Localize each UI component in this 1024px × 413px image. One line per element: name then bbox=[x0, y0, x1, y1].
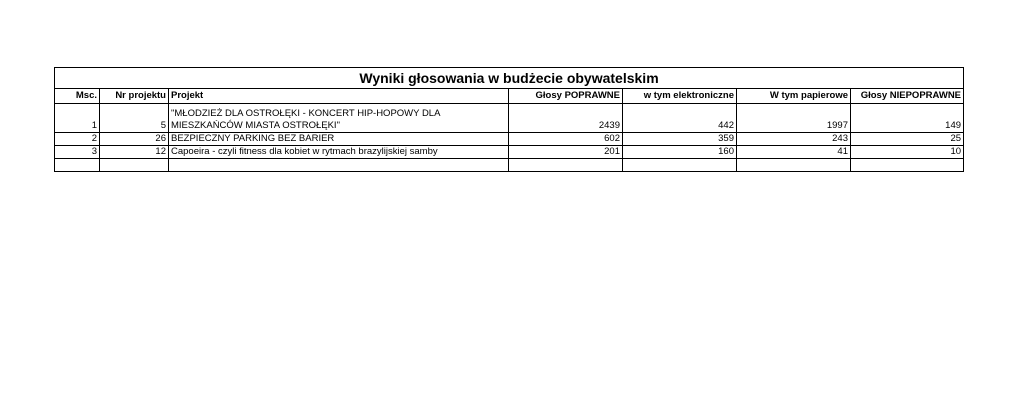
cell-glosy-poprawne: 602 bbox=[509, 133, 623, 146]
cell-projekt: Capoeira - czyli fitness dla kobiet w rytmach brazylijskiej samby bbox=[169, 146, 509, 159]
table-title: Wyniki głosowania w budżecie obywatelskim bbox=[55, 68, 964, 89]
cell-w-tym-elektroniczne: 160 bbox=[623, 146, 737, 159]
empty-cell bbox=[55, 159, 100, 172]
header-projekt: Projekt bbox=[169, 89, 509, 104]
cell-nr-projektu: 5 bbox=[100, 104, 169, 133]
empty-cell bbox=[737, 159, 851, 172]
empty-cell bbox=[100, 159, 169, 172]
header-w-tym-elektroniczne: w tym elektroniczne bbox=[623, 89, 737, 104]
empty-cell bbox=[509, 159, 623, 172]
empty-row bbox=[55, 159, 964, 172]
cell-msc: 2 bbox=[55, 133, 100, 146]
cell-w-tym-elektroniczne: 442 bbox=[623, 104, 737, 133]
cell-w-tym-papierowe: 41 bbox=[737, 146, 851, 159]
cell-msc: 3 bbox=[55, 146, 100, 159]
table-row bbox=[55, 133, 964, 146]
empty-cell bbox=[623, 159, 737, 172]
cell-glosy-niepoprawne: 10 bbox=[851, 146, 964, 159]
empty-cell bbox=[851, 159, 964, 172]
cell-projekt bbox=[169, 104, 509, 133]
cell-projekt-line-2: MIESZKAŃCÓW MIASTA OSTROŁĘKI" bbox=[171, 120, 340, 131]
table-row bbox=[55, 146, 964, 159]
header-glosy-poprawne: Głosy POPRAWNE bbox=[509, 89, 623, 104]
header-row bbox=[55, 89, 964, 104]
empty-cell bbox=[169, 159, 509, 172]
cell-glosy-niepoprawne: 25 bbox=[851, 133, 964, 146]
header-msc: Msc. bbox=[55, 89, 100, 104]
cell-w-tym-papierowe: 1997 bbox=[737, 104, 851, 133]
results-sheet bbox=[54, 67, 963, 172]
cell-nr-projektu: 12 bbox=[100, 146, 169, 159]
header-nr-projektu: Nr projektu bbox=[100, 89, 169, 104]
cell-projekt: BEZPIECZNY PARKING BEZ BARIER bbox=[169, 133, 509, 146]
cell-w-tym-papierowe: 243 bbox=[737, 133, 851, 146]
cell-projekt-line-1: "MŁODZIEŻ DLA OSTROŁĘKI - KONCERT HIP-HOPOWY DLA bbox=[171, 108, 441, 119]
cell-nr-projektu: 26 bbox=[100, 133, 169, 146]
cell-glosy-poprawne: 2439 bbox=[509, 104, 623, 133]
header-w-tym-papierowe: W tym papierowe bbox=[737, 89, 851, 104]
cell-glosy-niepoprawne: 149 bbox=[851, 104, 964, 133]
cell-w-tym-elektroniczne: 359 bbox=[623, 133, 737, 146]
cell-glosy-poprawne: 201 bbox=[509, 146, 623, 159]
table-row bbox=[55, 104, 964, 133]
cell-msc: 1 bbox=[55, 104, 100, 133]
results-table bbox=[54, 67, 964, 172]
title-row bbox=[55, 68, 964, 89]
header-glosy-niepoprawne: Głosy NIEPOPRAWNE bbox=[851, 89, 964, 104]
